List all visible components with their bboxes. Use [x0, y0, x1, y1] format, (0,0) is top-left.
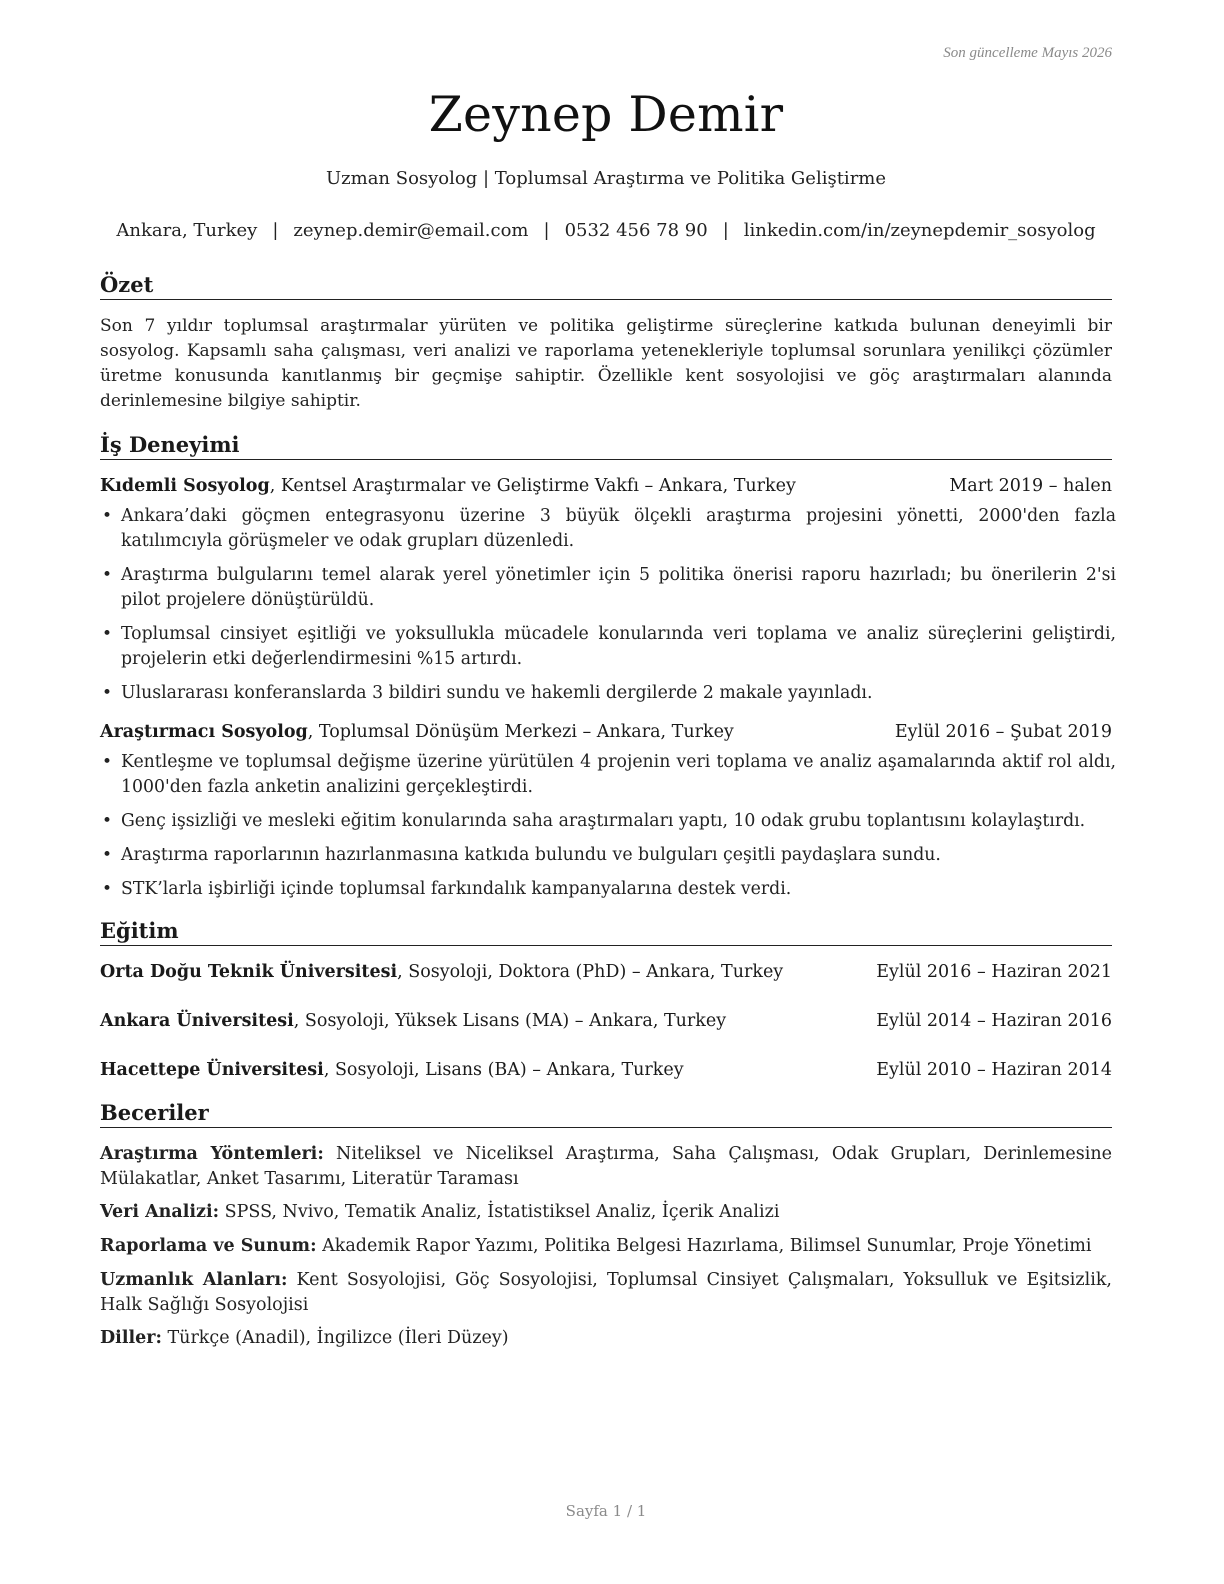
- job-role: Kıdemli Sosyolog: [100, 476, 270, 496]
- candidate-name: Zeynep Demir: [428, 86, 784, 143]
- list-item: • Ankara’daki göçmen entegrasyonu üzerine 3 büyük ölçekli araştırma projesini yönetti, 2000'den fazla katılımcıyla görüşmeler ve odak grupları düzenledi.: [100, 504, 1116, 554]
- education-title-line: [100, 1058, 684, 1083]
- skill-value: Niteliksel ve Niceliksel Araştırma, Saha Çalışması, Odak Grupları, Derinlemesine Mülakatlar, Anket Tasarımı, Literatür Taraması: [100, 1144, 1112, 1189]
- education-dates: Eylül 2014 – Haziran 2016: [876, 1011, 1112, 1031]
- list-item: • STK’larla işbirliği içinde toplumsal farkındalık kampanyalarına destek verdi.: [100, 877, 1116, 902]
- education-school: Ankara Üniversitesi: [100, 1011, 294, 1031]
- contact-separator: |: [543, 220, 550, 241]
- education-dates: Eylül 2010 – Haziran 2014: [876, 1060, 1112, 1080]
- education-detail: , Sosyoloji, Lisans (BA) – Ankara, Turkey: [323, 1060, 684, 1080]
- list-item: • Uluslararası konferanslarda 3 bildiri sundu ve hakemli dergilerde 2 makale yayınladı.: [100, 681, 1116, 706]
- job-bullets: [100, 504, 1116, 715]
- education-detail: , Sosyoloji, Yüksek Lisans (MA) – Ankara, Turkey: [293, 1011, 727, 1031]
- skill-row: [100, 1234, 1112, 1259]
- education-title-line: [100, 1009, 726, 1034]
- skill-row: [100, 1268, 1112, 1318]
- job-title-line: [100, 474, 796, 499]
- contact-email[interactable]: zeynep.demir@email.com: [293, 220, 529, 241]
- skill-row: [100, 1142, 1112, 1192]
- page-number: Sayfa 1 / 1: [565, 1502, 647, 1520]
- job-bullets: [100, 750, 1116, 911]
- list-item: • Araştırma raporlarının hazırlanmasına katkıda bulundu ve bulguları çeşitli paydaşlara sundu.: [100, 843, 1116, 868]
- skill-value: Türkçe (Anadil), İngilizce (İleri Düzey): [161, 1328, 509, 1348]
- job-role: Araştırmacı Sosyolog: [100, 722, 308, 742]
- headline: Uzman Sosyolog | Toplumsal Araştırma ve Politika Geliştirme: [325, 168, 887, 189]
- last-updated: Son güncelleme Mayıs 2026: [943, 45, 1112, 61]
- skill-value: Kent Sosyolojisi, Göç Sosyolojisi, Toplumsal Cinsiyet Çalışmaları, Yoksulluk ve Eşitsizlik, Halk Sağlığı Sosyolojisi: [100, 1270, 1112, 1315]
- skill-label: Veri Analizi:: [100, 1202, 220, 1222]
- section-title-education: Eğitim: [100, 918, 1112, 946]
- job-title-line: [100, 720, 734, 745]
- job-header: [100, 474, 1112, 499]
- job-dates: Mart 2019 – halen: [949, 476, 1112, 496]
- education-item: [100, 1058, 1112, 1083]
- education-title-line: [100, 960, 783, 985]
- contact-phone[interactable]: 0532 456 78 90: [564, 220, 708, 241]
- job-org: , Toplumsal Dönüşüm Merkezi – Ankara, Turkey: [307, 722, 734, 742]
- education-item: [100, 960, 1112, 985]
- education-item: [100, 1009, 1112, 1034]
- skill-label: Uzmanlık Alanları:: [100, 1270, 288, 1290]
- summary-text: Son 7 yıldır toplumsal araştırmalar yürüten ve politika geliştirme süreçlerine katkıda bulunan deneyimli bir sosyolog. Kapsamlı saha çalışması, veri analizi ve raporlama yetenekleriyle toplumsal sorunlara yenilikçi çözümler üretme konusunda kanıtlanmış bir geçmişe sahiptir. Özellikle kent sosyolojisi ve göç araştırmaları alanında derinlemesine bilgiye sahiptir.: [100, 316, 1112, 411]
- contact-separator: |: [722, 220, 729, 241]
- skill-label: Raporlama ve Sunum:: [100, 1236, 317, 1256]
- contact-location: Ankara, Turkey: [116, 220, 258, 241]
- skill-label: Araştırma Yöntemleri:: [100, 1144, 324, 1164]
- section-title-skills: Beceriler: [100, 1100, 1112, 1128]
- job-header: [100, 720, 1112, 745]
- contact-linkedin[interactable]: linkedin.com/in/zeynepdemir_sosyolog: [743, 220, 1096, 241]
- job-dates: Eylül 2016 – Şubat 2019: [894, 722, 1112, 742]
- skill-value: Akademik Rapor Yazımı, Politika Belgesi Hazırlama, Bilimsel Sunumlar, Proje Yönetimi: [316, 1236, 1092, 1256]
- section-title-summary: Özet: [100, 272, 1112, 300]
- list-item: • Araştırma bulgularını temel alarak yerel yönetimler için 5 politika önerisi raporu hazırladı; bu önerilerin 2'si pilot projelere dönüştürüldü.: [100, 563, 1116, 613]
- education-dates: Eylül 2016 – Haziran 2021: [876, 962, 1112, 982]
- education-school: Hacettepe Üniversitesi: [100, 1060, 324, 1080]
- education-school: Orta Doğu Teknik Üniversitesi: [100, 962, 398, 982]
- education-detail: , Sosyoloji, Doktora (PhD) – Ankara, Turkey: [397, 962, 784, 982]
- job-org: , Kentsel Araştırmalar ve Geliştirme Vakfı – Ankara, Turkey: [269, 476, 796, 496]
- resume-page: [100, 0, 1116, 1584]
- skill-label: Diller:: [100, 1328, 162, 1348]
- list-item: • Kentleşme ve toplumsal değişme üzerine yürütülen 4 projenin veri toplama ve analiz aşamalarında aktif rol aldı, 1000'den fazla anketin analizini gerçekleştirdi.: [100, 750, 1116, 800]
- list-item: • Toplumsal cinsiyet eşitliği ve yoksullukla mücadele konularında veri toplama ve analiz süreçlerini geliştirdi, projelerin etki değerlendirmesini %15 artırdı.: [100, 622, 1116, 672]
- section-title-experience: İş Deneyimi: [100, 432, 1112, 460]
- contact-line: [100, 220, 1112, 241]
- skill-value: SPSS, Nvivo, Tematik Analiz, İstatistiksel Analiz, İçerik Analizi: [219, 1202, 780, 1222]
- skill-row: [100, 1326, 1112, 1351]
- contact-separator: |: [272, 220, 279, 241]
- list-item: • Genç işsizliği ve mesleki eğitim konularında saha araştırmaları yaptı, 10 odak grubu toplantısını kolaylaştırdı.: [100, 809, 1116, 834]
- skill-row: [100, 1200, 1112, 1225]
